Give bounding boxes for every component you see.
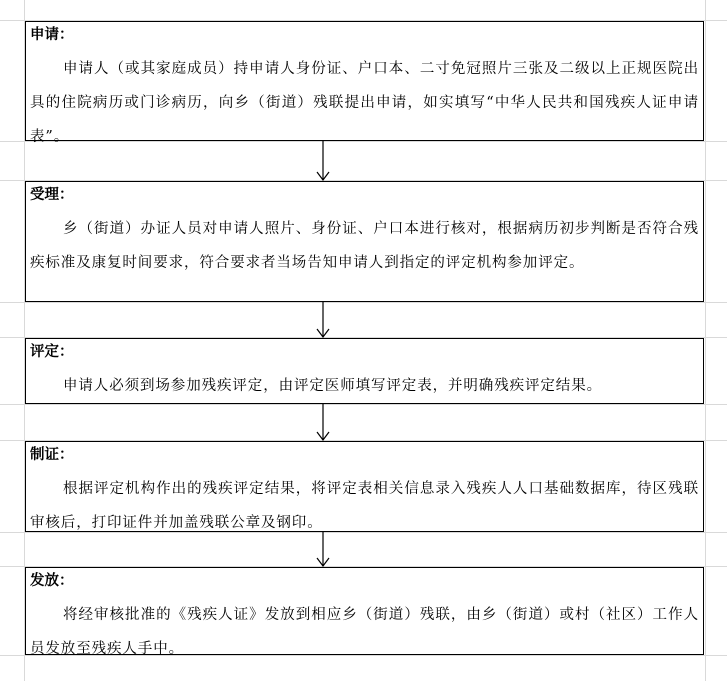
- step-distribute-box: [25, 567, 704, 655]
- step-title: 制证：: [30, 446, 74, 463]
- step-body: 申请人必须到场参加残疾评定，由评定医师填写评定表，并明确残疾评定结果。: [63, 378, 602, 394]
- grid-line: [0, 404, 727, 405]
- step-accept-box: [25, 181, 704, 302]
- flow-arrow-2: [315, 302, 331, 338]
- grid-line: [705, 0, 706, 681]
- step-body: 根据评定机构作出的残疾评定结果，将评定表相关信息录入残疾人人口基础数据库，待区残联审核后，打印证件并加盖残联公章及钢印。: [30, 481, 699, 531]
- flow-arrow-1: [315, 141, 331, 181]
- step-title: 申请：: [30, 26, 74, 43]
- step-assess-box: [25, 338, 704, 404]
- step-apply-box: [25, 21, 704, 145]
- step-issue-card-box: [25, 441, 704, 532]
- step-title: 发放：: [30, 572, 74, 589]
- step-title: 受理：: [30, 186, 74, 203]
- step-body: 将经审核批准的《残疾人证》发放到相应乡（街道）残联，由乡（街道）或村（社区）工作人员发放至残疾人手中。: [30, 607, 699, 657]
- step-title: 评定：: [30, 343, 74, 360]
- flow-arrow-4: [315, 532, 331, 567]
- flow-arrow-3: [315, 404, 331, 441]
- step-body: 乡（街道）办证人员对申请人照片、身份证、户口本进行核对，根据病历初步判断是否符合残疾标准及康复时间要求，符合要求者当场告知申请人到指定的评定机构参加评定。: [30, 221, 699, 271]
- step-body: 申请人（或其家庭成员）持申请人身份证、户口本、二寸免冠照片三张及二级以上正规医院出具的住院病历或门诊病历，向乡（街道）残联提出申请，如实填写“中华人民共和国残疾人证申请表”。: [30, 61, 699, 145]
- grid-line: [0, 302, 727, 303]
